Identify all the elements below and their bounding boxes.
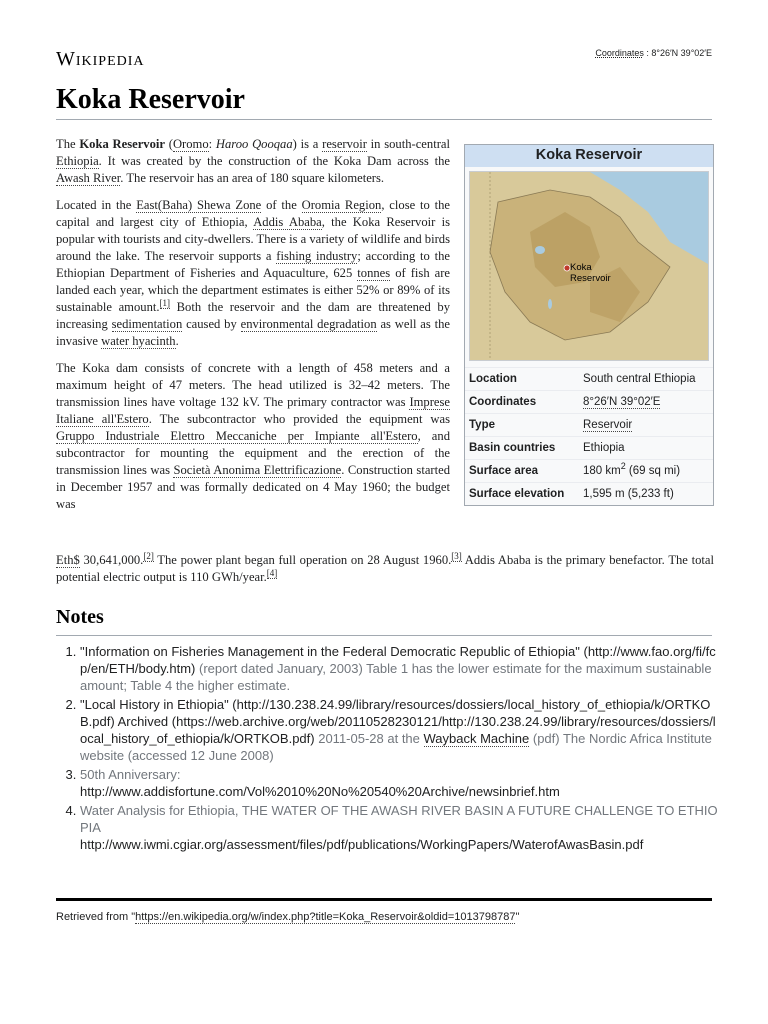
text: ) is a <box>292 137 323 151</box>
infobox-title: Koka Reservoir <box>465 145 713 167</box>
link-societa-anonima[interactable]: Società Anonima Elettrificazione <box>173 463 342 477</box>
note-url[interactable]: (http://www.fao.org/fi/fcp/en/ETH/body.htm) <box>80 644 716 676</box>
text: Retrieved from " <box>56 911 136 923</box>
link-east-shewa-zone[interactable]: East(Baha) Shewa Zone <box>136 198 262 212</box>
coordinates: Coordinates : 8°26′N 39°02′E <box>595 48 712 58</box>
text: as well as the invasive <box>56 317 450 348</box>
infobox-key: Coordinates <box>469 396 537 408</box>
page-title: Koka Reservoir <box>56 84 712 120</box>
infobox-key: Basin countries <box>469 442 556 454</box>
text: . The reservoir has an area of 180 square kilometers. <box>120 171 385 185</box>
italic-name: Haroo Qooqaa <box>215 137 293 151</box>
citation-3[interactable]: [3] <box>451 550 462 561</box>
text: Addis Ababa is the primary benefactor. The total potential electric output is 110 GWh/year. <box>56 553 714 584</box>
article-body <box>56 136 450 513</box>
note-link[interactable]: "Local History in Ethiopia" <box>80 697 229 712</box>
infobox-value: Ethiopia <box>583 442 625 454</box>
note-url[interactable]: http://www.iwmi.cgiar.org/assessment/files/pdf/publications/WorkingPapers/WaterofAwasBasin.pdf <box>80 837 644 852</box>
note-link[interactable]: "Information on Fisheries Management in the Federal Democratic Republic of Ethiopia" <box>80 644 580 659</box>
link-imprese-italiane[interactable]: Imprese Italiane all'Estero <box>56 395 450 426</box>
text: . It was created by the construction of the Koka Dam across the <box>98 154 450 168</box>
infobox-value: 1,595 m (5,233 ft) <box>583 488 674 500</box>
text: . Construction started in December 1957 and was formally dedicated on 4 May 1960; the budget was <box>56 463 450 511</box>
wikipedia-logo[interactable]: Wikipedia <box>56 48 145 70</box>
text: . The subcontractor who provided the equipment was <box>148 412 450 426</box>
infobox-row-surface-area <box>465 459 713 482</box>
infobox-row-type <box>465 413 713 436</box>
citation-1[interactable]: [1] <box>159 297 171 308</box>
infobox-value: South central Ethiopia <box>583 373 696 385</box>
text: caused by <box>182 317 241 331</box>
location-map[interactable] <box>469 171 709 361</box>
text: , the Koka Reservoir is popular with tourists and city-dwellers. There is a variety of wildlife and birds around the lake. The reservoir supports a <box>56 215 450 263</box>
infobox-value: (69 sq mi) <box>625 465 681 477</box>
text: 30,641,000. <box>79 553 144 567</box>
note-text: 2011-05-28 at the <box>314 731 424 746</box>
header <box>56 48 712 72</box>
link-water-hyacinth[interactable]: water hyacinth <box>101 334 176 348</box>
link-oromo[interactable]: Oromo <box>172 137 209 151</box>
retrieved-url-link[interactable]: https://en.wikipedia.org/w/index.php?title=Koka_Reservoir&oldid=1013798787 <box>135 911 516 923</box>
note-text: Water Analysis for Ethiopia, THE WATER OF THE AWASH RIVER BASIN A FUTURE CHALLENGE TO ETHIOPIA <box>80 803 718 835</box>
text: Both the reservoir and the dam are threatened by increasing <box>56 300 450 331</box>
infobox-row-basin <box>465 436 713 459</box>
text: The Koka dam consists of concrete with a length of 458 meters and a maximum height of 47 meters. The head utilized is 32–42 meters. The transmission lines have voltage 132 kV. The primary contractor was <box>56 361 450 409</box>
note-url[interactable]: http://www.addisfortune.com/Vol%2010%20No%20540%20Archive/newsinbrief.htm <box>80 784 560 799</box>
note-item <box>80 802 722 853</box>
notes-list <box>56 643 722 855</box>
coordinates-label[interactable]: Coordinates <box>595 48 644 58</box>
infobox-type-link[interactable]: Reservoir <box>583 419 633 431</box>
text: Located in the <box>56 198 137 212</box>
wayback-machine-link[interactable]: Wayback Machine <box>423 731 530 746</box>
link-tonnes[interactable]: tonnes <box>357 266 391 280</box>
note-item <box>80 643 722 694</box>
infobox-key: Surface elevation <box>469 488 565 500</box>
note-text: (report dated January, 2003) Table 1 has the lower estimate for the maximum sustainable amount; Table 4 the higher estimate. <box>80 661 712 693</box>
link-gruppo-industriale[interactable]: Gruppo Industriale Elettro Meccaniche per Impiante all'Estero <box>56 429 418 443</box>
link-addis-ababa[interactable]: Addis Ababa <box>253 215 322 229</box>
note-item <box>80 766 722 800</box>
infobox-key: Type <box>469 419 495 431</box>
citation-4[interactable]: [4] <box>266 567 278 578</box>
text: : <box>208 137 216 151</box>
superscript: 2 <box>620 461 626 472</box>
infobox-value: 180 km <box>583 465 621 477</box>
text: , close to the capital and largest city of Ethiopia, <box>56 198 451 229</box>
note-item <box>80 696 722 764</box>
paragraph-dam <box>56 360 450 513</box>
notes-heading: Notes <box>56 606 712 636</box>
infobox-coordinates-link[interactable]: 8°26′N 39°02′E <box>583 396 661 408</box>
link-environmental-degradation[interactable]: environmental degradation <box>240 317 377 331</box>
paragraph-dam-continued <box>56 552 714 586</box>
link-fishing-industry[interactable]: fishing industry <box>276 249 358 263</box>
infobox-row-location <box>465 367 713 390</box>
link-eth-dollar[interactable]: Eth$ <box>56 553 80 567</box>
coordinates-value[interactable]: 8°26′N 39°02′E <box>651 48 712 58</box>
retrieved-from <box>56 911 519 923</box>
footer-divider <box>56 898 712 901</box>
text: The <box>56 137 80 151</box>
infobox-key: Surface area <box>469 465 539 477</box>
map-marker-label: Koka Reservoir <box>570 262 611 284</box>
infobox <box>464 144 714 506</box>
note-text: (pdf) The Nordic Africa Institute website (accessed 12 June 2008) <box>80 731 712 763</box>
link-ethiopia[interactable]: Ethiopia <box>56 154 99 168</box>
text: of the <box>261 198 302 212</box>
paragraph-location <box>56 197 450 350</box>
paragraph-intro <box>56 136 450 187</box>
link-oromia-region[interactable]: Oromia Region <box>301 198 382 212</box>
text: ( <box>164 137 173 151</box>
note-text: 50th Anniversary: <box>80 767 181 782</box>
citation-2[interactable]: [2] <box>143 550 154 561</box>
text: of fish are landed each year, which the department estimates is either 52% or 89% of its sustainable amount. <box>56 266 451 314</box>
link-awash-river[interactable]: Awash River <box>56 171 121 185</box>
text: ; according to the Ethiopian Department of Fisheries and Aquaculture, 625 <box>56 249 450 280</box>
text: The power plant began full operation on 28 August 1960. <box>153 553 452 567</box>
link-reservoir[interactable]: reservoir <box>322 137 367 151</box>
text: in south-central <box>366 137 450 151</box>
text: " <box>515 911 520 923</box>
bold-term: Koka Reservoir <box>79 137 165 151</box>
note-url[interactable]: (http://130.238.24.99/library/resources/dossiers/local_history_of_ethiopia/k/ORTKOB.pdf) Archived (https://web.archive.org/web/20110528230121/http://130.238.24.99/library/resources/dossiers/local_history_of_ethiopia/k/ORTKOB.pdf) <box>80 697 716 746</box>
infobox-row-coordinates <box>465 390 713 413</box>
link-sedimentation[interactable]: sedimentation <box>111 317 183 331</box>
text: . <box>175 334 179 348</box>
infobox-key: Location <box>469 373 517 385</box>
infobox-row-elevation <box>465 482 713 505</box>
text: , and subcontractor for mounting the equipment and the erection of the transmission lines was <box>56 429 450 477</box>
